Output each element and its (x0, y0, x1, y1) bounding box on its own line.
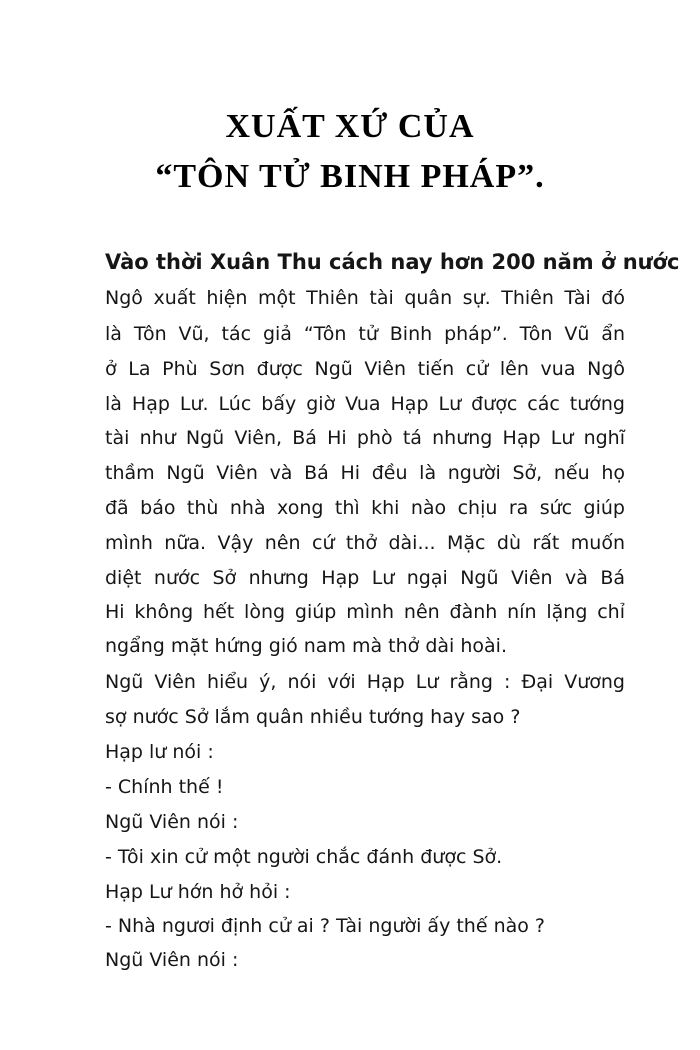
paragraph-1-line-2: Ngô xuất hiện một Thiên tài quân sự. Thiên Tài đó (105, 287, 625, 309)
paragraph-1-line-3: là Tôn Vũ, tác giả “Tôn tử Binh pháp”. Tôn Vũ ẩn (105, 323, 625, 345)
dialogue-line-2: - Chính thế ! (105, 776, 224, 798)
paragraph-1-line-5: là Hạp Lư. Lúc bấy giờ Vua Hạp Lư được các tướng (105, 393, 625, 415)
paragraph-1-line-6: tài như Ngũ Viên, Bá Hi phò tá nhưng Hạp Lư nghĩ (105, 427, 625, 449)
paragraph-1-line-8: đã báo thù nhà xong thì khi nào chịu ra sức giúp (105, 497, 625, 519)
paragraph-2-line-1: Ngũ Viên hiểu ý, nói với Hạp Lư rằng : Đại Vương (105, 671, 625, 693)
chapter-title-line-2: “TÔN TỬ BINH PHÁP”. (155, 158, 545, 195)
paragraph-1-line-4: ở La Phù Sơn được Ngũ Viên tiến cử lên vua Ngô (105, 358, 625, 380)
dialogue-line-1: Hạp lư nói : (105, 741, 214, 763)
dialogue-line-6: - Nhà ngươi định cử ai ? Tài người ấy thế nào ? (105, 915, 546, 937)
dialogue-line-4: - Tôi xin cử một người chắc đánh được Sở. (105, 846, 503, 868)
dialogue-line-7: Ngũ Viên nói : (105, 949, 239, 971)
paragraph-1-line-12: ngẩng mặt hứng gió nam mà thở dài hoài. (105, 635, 507, 657)
paragraph-1-line-9: mình nữa. Vậy nên cứ thở dài... Mặc dù rất muốn (105, 532, 625, 554)
paragraph-1-line-7: thầm Ngũ Viên và Bá Hi đều là người Sở, nếu họ (105, 462, 625, 484)
paragraph-2-line-2: sợ nước Sở lắm quân nhiều tướng hay sao ? (105, 706, 521, 728)
dialogue-line-3: Ngũ Viên nói : (105, 811, 239, 833)
dialogue-line-5: Hạp Lư hớn hở hỏi : (105, 881, 291, 903)
paragraph-1-line-11: Hi không hết lòng giúp mình nên đành nín lặng chỉ (105, 601, 625, 623)
chapter-title-line-1: XUẤT XỨ CỦA (225, 108, 475, 145)
paragraph-1-line-10: diệt nước Sở nhưng Hạp Lư ngại Ngũ Viên và Bá (105, 567, 625, 589)
paragraph-1-line-1: Vào thời Xuân Thu cách nay hơn 200 năm ở nước (105, 250, 680, 274)
